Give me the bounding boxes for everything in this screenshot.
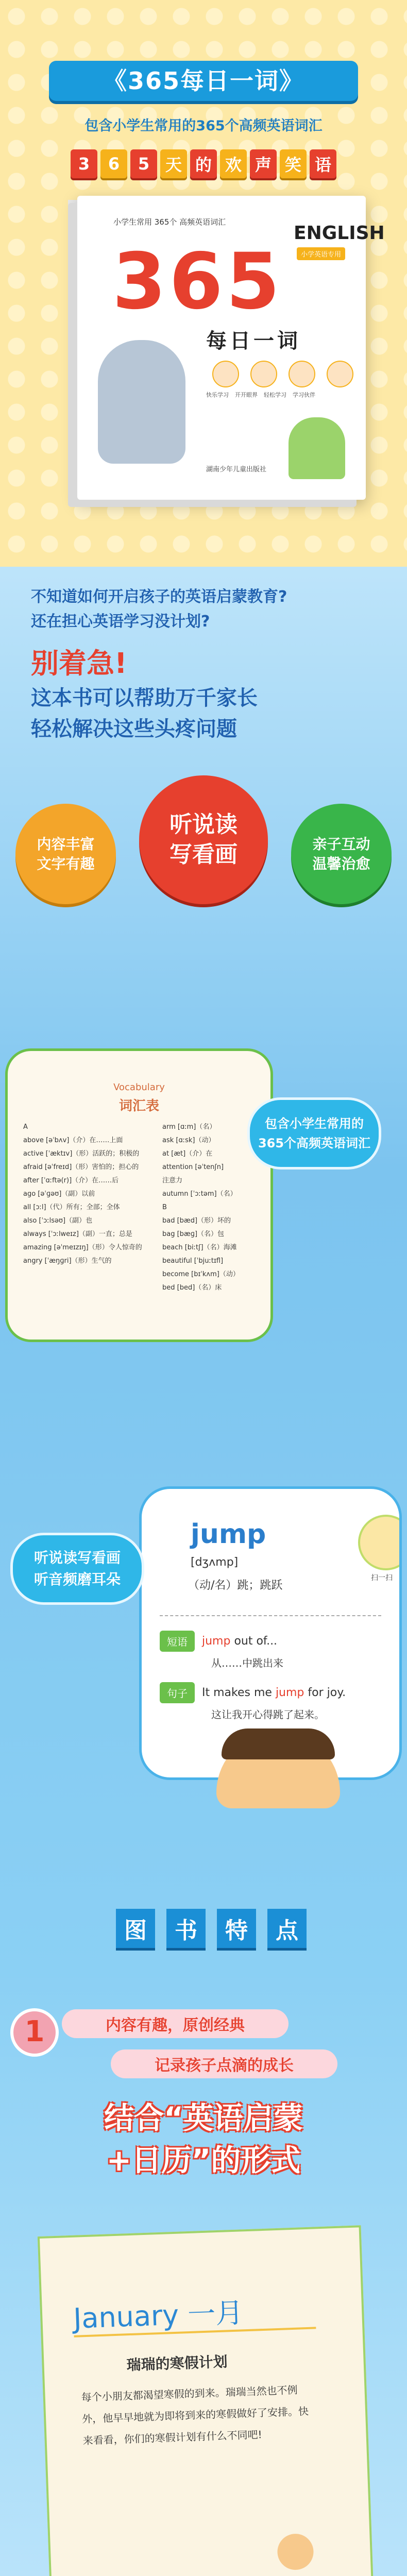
vocab-entry: active [ˈæktɪv]（形）活跃的；积极的 (23, 1150, 140, 1158)
circle-labels (206, 391, 315, 399)
feature-line-1: 内容有趣，原创经典 (62, 2009, 289, 2038)
laugh-banner (61, 149, 346, 180)
cover-number: 365 (112, 237, 283, 327)
tag-line: 听音频磨耳朵 (33, 1571, 121, 1588)
circle-illustration (289, 361, 315, 387)
listen-tag (10, 1533, 144, 1605)
vocab-entry: at [æt]（介）在 (162, 1150, 213, 1158)
word-title: jump (191, 1519, 266, 1550)
circle-label: 开开眼界 (235, 392, 258, 398)
page-subtitle: 包含小学生常用的365个高频英语词汇 (84, 118, 323, 134)
feature-bubble-center (139, 775, 268, 904)
cat-illustration (98, 340, 185, 464)
feature-bubble-right (291, 804, 392, 904)
cover-edition: 小学英语专用 (297, 247, 345, 260)
vocab-entry: arm [ɑːm]（名） (162, 1123, 216, 1131)
vocab-entry: above [əˈbʌv]（介）在……上面 (23, 1137, 123, 1144)
laugh-char: 3 (71, 149, 97, 178)
laugh-char: 天 (160, 149, 187, 178)
intro-question-line: 不知道如何开启孩子的英语启蒙教育? (31, 588, 287, 606)
feature-bubble-left (15, 804, 116, 904)
bubble-line: 亲子互动 (312, 835, 370, 853)
bubble-line: 听说读 (169, 811, 238, 838)
tag-line: 包含小学生常用的 (264, 1116, 364, 1131)
vocab-entry: ask [ɑːsk]（动） (162, 1137, 215, 1144)
laugh-char: 语 (310, 149, 336, 178)
vocab-entry: amazing [əˈmeɪzɪŋ]（形）令人惊奇的 (23, 1244, 142, 1251)
laugh-char: 笑 (280, 149, 307, 178)
phrase-cn: 从……中跳出来 (211, 1657, 283, 1669)
circle-illustration (327, 361, 353, 387)
divider (160, 1615, 381, 1617)
tag-line: 听说读写看画 (33, 1549, 121, 1566)
sentence-tag: 句子 (160, 1682, 195, 1703)
feature-number: 1 (10, 2008, 59, 2057)
vocab-heading-en: Vocabulary (113, 1082, 165, 1093)
vocab-page (5, 1048, 273, 1342)
laugh-char: 声 (250, 149, 277, 178)
laugh-char: 5 (130, 149, 157, 178)
vocab-entry: afraid [əˈfreɪd]（形）害怕的；担心的 (23, 1163, 139, 1171)
intro-question (31, 585, 381, 634)
calendar-page (38, 2225, 374, 2576)
intro-answer-line: 这本书可以帮助万千家长 (31, 686, 258, 710)
cover-circles (212, 361, 353, 387)
phrase-tag: 短语 (160, 1631, 195, 1652)
circle-label: 快乐学习 (206, 392, 229, 398)
circle-label: 轻松学习 (264, 392, 286, 398)
feature-char: 点 (267, 1909, 307, 1948)
qr-label: 扫一扫 (371, 1574, 393, 1582)
feature-headline (0, 2097, 407, 2181)
headline-line: 结合“英语启蒙 (104, 2100, 303, 2136)
intro-question-line: 还在担心英语学习没计划? (31, 613, 210, 631)
vocab-entry: beautiful [ˈbjuːtɪfl] (162, 1257, 224, 1265)
circle-label: 学习伙伴 (293, 392, 315, 398)
circle-illustration (250, 361, 277, 387)
vocab-entry: attention [əˈtenʃn] (162, 1163, 224, 1171)
feature-char: 书 (166, 1909, 206, 1948)
kid-hair-illustration (222, 1728, 335, 1759)
vocab-entry: A (23, 1123, 28, 1131)
laugh-char: 6 (100, 149, 127, 178)
feature-char: 图 (116, 1909, 155, 1948)
book-features-title (116, 1909, 307, 1948)
book-cover (77, 196, 385, 500)
page-title: 《365每日一词》 (49, 61, 358, 101)
qr-code-icon[interactable] (358, 1515, 402, 1570)
bubble-line: 温馨治愈 (312, 855, 370, 872)
tag-line: 365个高频英语词汇 (258, 1136, 371, 1150)
sentence-cn: 这让我开心得跳了起来。 (211, 1708, 325, 1721)
laugh-char: 的 (190, 149, 217, 178)
dont-worry: 别着急! (31, 647, 127, 680)
intro-answer (31, 683, 381, 744)
calendar-title: 瑞瑞的寒假计划 (126, 2353, 228, 2374)
intro-answer-line: 轻松解决这些头疼问题 (31, 717, 237, 741)
vocab-entry: ago [əˈɡəʊ]（副）以前 (23, 1190, 95, 1198)
calendar-text: 每个小朋友都渴望寒假的到来。瑞瑞当然也不例外，他早早地就为即将到来的寒假做好了安排。快来看看，你们的寒假计划有什么不同吧! (81, 2383, 309, 2447)
laugh-char: 欢 (220, 149, 247, 178)
cover-word: 每日一词 (206, 329, 301, 353)
vocab-entry: bag [bæɡ]（名）包 (162, 1230, 225, 1238)
vocab-entry: become [bɪˈkʌm]（动） (162, 1270, 240, 1278)
word-meaning: （动/名）跳；跳跃 (188, 1579, 283, 1592)
cover-tags: 小学生常用 365个 高频英语词汇 (113, 217, 226, 227)
vocab-entry: also [ˈɔːlsəʊ]（副）也 (23, 1217, 93, 1225)
vocab-tag (247, 1097, 381, 1170)
vocab-heading-cn: 词汇表 (118, 1098, 159, 1114)
vocab-left-column (23, 1121, 152, 1268)
vocab-entry: 注意力 (162, 1177, 183, 1184)
headline-line: +日历”的形式 (106, 2143, 301, 2178)
vocab-entry: bed [bed]（名）床 (162, 1284, 222, 1292)
sentence-text: It makes me (202, 1686, 276, 1699)
vocab-entry: beach [biːtʃ]（名）海滩 (162, 1244, 237, 1251)
vocab-entry: after [ˈɑːftə(r)]（介）在……后 (23, 1177, 119, 1184)
word-phonetic: [dʒʌmp] (191, 1556, 239, 1569)
phrase-highlight: jump (202, 1635, 231, 1648)
publisher: 湖南少年儿童出版社 (206, 466, 267, 473)
cover-english: ENGLISH (294, 223, 385, 244)
bubble-line: 内容丰富 (37, 835, 95, 853)
sentence-text: for joy. (304, 1686, 346, 1699)
vocab-entry: bad [bæd]（形）坏的 (162, 1217, 231, 1225)
child-illustration (277, 2533, 314, 2570)
calendar-month: January 一月 (73, 2296, 244, 2335)
vocab-entry: all [ɔːl]（代）所有；全部；全体 (23, 1204, 120, 1211)
vocab-entry: angry [ˈæŋɡri]（形）生气的 (23, 1257, 112, 1265)
sentence-row (160, 1682, 346, 1703)
feature-char: 特 (217, 1909, 256, 1948)
circle-illustration (212, 361, 239, 387)
vocab-entry: always [ˈɔːlweɪz]（副）一直；总是 (23, 1230, 132, 1238)
vocab-entry: autumn [ˈɔːtəm]（名） (162, 1190, 237, 1198)
vocab-entry: B (162, 1204, 167, 1211)
bubble-line: 文字有趣 (37, 855, 95, 872)
phrase-row (160, 1631, 277, 1652)
feature-line-2: 记录孩子点滴的成长 (111, 2049, 337, 2078)
bubble-line: 写看画 (169, 841, 238, 868)
sentence-highlight: jump (275, 1686, 304, 1699)
boy-illustration (289, 417, 345, 479)
phrase-text: out of... (230, 1635, 278, 1648)
